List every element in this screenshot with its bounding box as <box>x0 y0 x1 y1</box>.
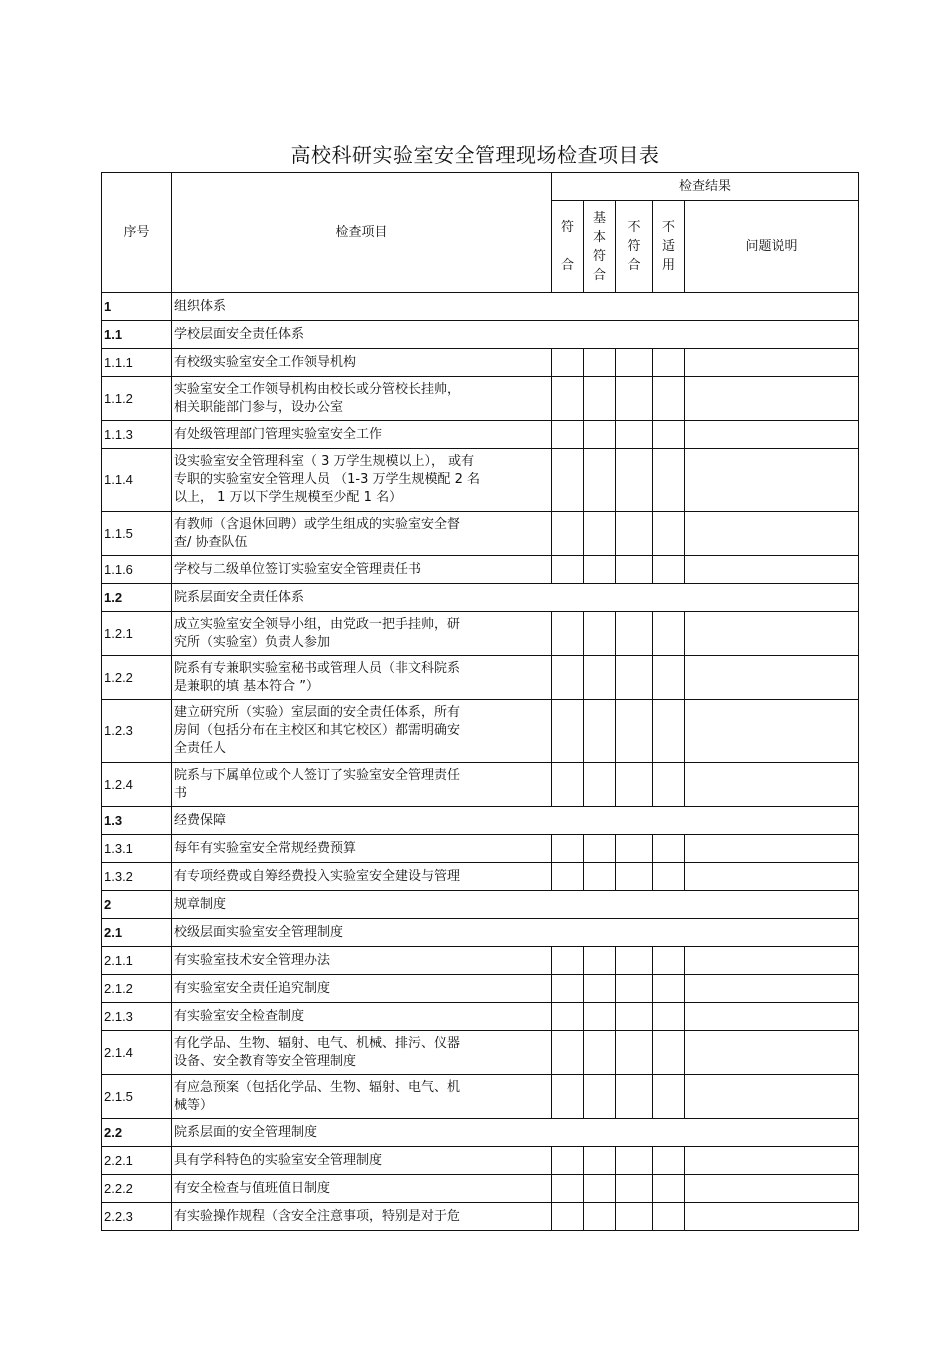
check-not-applicable-cell[interactable] <box>653 975 685 1003</box>
check-conform-cell[interactable] <box>552 656 584 700</box>
table-row <box>102 321 859 349</box>
check-nonconform-cell[interactable] <box>616 1203 653 1231</box>
row-number: 1.2.1 <box>102 612 172 656</box>
row-item-text: 院系有专兼职实验室秘书或管理人员（非文科院系 是兼职的填 基本符合 ”） <box>172 656 552 700</box>
check-basic-conform-cell[interactable] <box>584 863 616 891</box>
row-item-text: 经费保障 <box>172 807 859 835</box>
notes-cell[interactable] <box>685 700 859 763</box>
table-row <box>102 377 859 421</box>
check-basic-conform-cell[interactable] <box>584 835 616 863</box>
check-basic-conform-cell[interactable] <box>584 421 616 449</box>
header-col-label: 符 合 <box>560 220 574 273</box>
table-row <box>102 1003 859 1031</box>
check-conform-cell[interactable] <box>552 512 584 556</box>
table-row <box>102 512 859 556</box>
table-row <box>102 891 859 919</box>
check-conform-cell[interactable] <box>552 377 584 421</box>
row-item-text: 有校级实验室安全工作领导机构 <box>172 349 552 377</box>
check-basic-conform-cell[interactable] <box>584 947 616 975</box>
table-row <box>102 763 859 807</box>
check-basic-conform-cell[interactable] <box>584 512 616 556</box>
row-item-text: 有处级管理部门管理实验室安全工作 <box>172 421 552 449</box>
check-conform-cell[interactable] <box>552 700 584 763</box>
check-not-applicable-cell[interactable] <box>653 656 685 700</box>
row-item-text: 有实验室安全责任追究制度 <box>172 975 552 1003</box>
check-nonconform-cell[interactable] <box>616 612 653 656</box>
row-item-text: 有专项经费或自筹经费投入实验室安全建设与管理 <box>172 863 552 891</box>
row-item-text: 规章制度 <box>172 891 859 919</box>
table-row <box>102 835 859 863</box>
table-row <box>102 1075 859 1119</box>
table-row <box>102 656 859 700</box>
notes-cell[interactable] <box>685 763 859 807</box>
check-basic-conform-cell[interactable] <box>584 349 616 377</box>
row-number: 1.1.3 <box>102 421 172 449</box>
row-item-text: 建立研究所（实验）室层面的安全责任体系，所有 房间（包括分布在主校区和其它校区）都需明确安 全责任人 <box>172 700 552 763</box>
check-basic-conform-cell[interactable] <box>584 1175 616 1203</box>
row-number: 1.1.1 <box>102 349 172 377</box>
check-conform-cell[interactable] <box>552 612 584 656</box>
row-number: 2.1.2 <box>102 975 172 1003</box>
check-not-applicable-cell[interactable] <box>653 612 685 656</box>
check-basic-conform-cell[interactable] <box>584 700 616 763</box>
check-conform-cell[interactable] <box>552 1147 584 1175</box>
check-conform-cell[interactable] <box>552 349 584 377</box>
check-nonconform-cell[interactable] <box>616 1003 653 1031</box>
row-number: 1 <box>102 293 172 321</box>
row-number: 1.2.3 <box>102 700 172 763</box>
check-nonconform-cell[interactable] <box>616 449 653 512</box>
check-nonconform-cell[interactable] <box>616 947 653 975</box>
check-not-applicable-cell[interactable] <box>653 1203 685 1231</box>
check-conform-cell[interactable] <box>552 863 584 891</box>
notes-cell[interactable] <box>685 863 859 891</box>
row-number: 2.1.3 <box>102 1003 172 1031</box>
notes-cell[interactable] <box>685 449 859 512</box>
row-number: 1.2.4 <box>102 763 172 807</box>
notes-cell[interactable] <box>685 975 859 1003</box>
check-basic-conform-cell[interactable] <box>584 612 616 656</box>
check-not-applicable-cell[interactable] <box>653 349 685 377</box>
table-row <box>102 807 859 835</box>
check-nonconform-cell[interactable] <box>616 512 653 556</box>
table-row <box>102 1203 859 1231</box>
row-number: 1.3.1 <box>102 835 172 863</box>
row-item-text: 学校层面安全责任体系 <box>172 321 859 349</box>
row-number: 1.1.4 <box>102 449 172 512</box>
row-item-text: 院系层面的安全管理制度 <box>172 1119 859 1147</box>
row-number: 1.1.6 <box>102 556 172 584</box>
check-not-applicable-cell[interactable] <box>653 1147 685 1175</box>
check-conform-cell[interactable] <box>552 556 584 584</box>
row-item-text: 有应急预案（包括化学品、生物、辐射、电气、机 械等） <box>172 1075 552 1119</box>
check-conform-cell[interactable] <box>552 1003 584 1031</box>
check-nonconform-cell[interactable] <box>616 1075 653 1119</box>
check-not-applicable-cell[interactable] <box>653 512 685 556</box>
notes-cell[interactable] <box>685 947 859 975</box>
row-item-text: 成立实验室安全领导小组，由党政一把手挂帅，研 究所（实验室）负责人参加 <box>172 612 552 656</box>
row-item-text: 学校与二级单位签订实验室安全管理责任书 <box>172 556 552 584</box>
check-basic-conform-cell[interactable] <box>584 377 616 421</box>
check-basic-conform-cell[interactable] <box>584 763 616 807</box>
check-basic-conform-cell[interactable] <box>584 656 616 700</box>
check-conform-cell[interactable] <box>552 1031 584 1075</box>
header-col-conform <box>552 201 584 293</box>
table-row <box>102 293 859 321</box>
header-col-not-applicable <box>653 201 685 293</box>
row-item-text: 具有学科特色的实验室安全管理制度 <box>172 1147 552 1175</box>
check-not-applicable-cell[interactable] <box>653 449 685 512</box>
check-not-applicable-cell[interactable] <box>653 763 685 807</box>
row-item-text: 有实验室安全检查制度 <box>172 1003 552 1031</box>
check-conform-cell[interactable] <box>552 1175 584 1203</box>
check-nonconform-cell[interactable] <box>616 975 653 1003</box>
row-number: 1.2.2 <box>102 656 172 700</box>
document-title: 高校科研实验室安全管理现场检查项目表 <box>290 143 660 167</box>
check-not-applicable-cell[interactable] <box>653 377 685 421</box>
row-item-text: 校级层面实验室安全管理制度 <box>172 919 859 947</box>
check-basic-conform-cell[interactable] <box>584 1031 616 1075</box>
check-nonconform-cell[interactable] <box>616 421 653 449</box>
row-item-text: 有实验室技术安全管理办法 <box>172 947 552 975</box>
header-item: 检查项目 <box>172 173 552 293</box>
row-number: 2.1 <box>102 919 172 947</box>
check-not-applicable-cell[interactable] <box>653 1175 685 1203</box>
check-not-applicable-cell[interactable] <box>653 835 685 863</box>
row-item-text: 每年有实验室安全常规经费预算 <box>172 835 552 863</box>
row-number: 2.1.5 <box>102 1075 172 1119</box>
row-item-text: 有教师（含退休回聘）或学生组成的实验室安全督 查/ 协查队伍 <box>172 512 552 556</box>
inspection-table <box>101 172 859 1231</box>
table-row <box>102 612 859 656</box>
check-nonconform-cell[interactable] <box>616 763 653 807</box>
check-not-applicable-cell[interactable] <box>653 947 685 975</box>
row-number: 2.2.1 <box>102 1147 172 1175</box>
table-row <box>102 556 859 584</box>
notes-cell[interactable] <box>685 835 859 863</box>
notes-cell[interactable] <box>685 1075 859 1119</box>
notes-cell[interactable] <box>685 349 859 377</box>
row-number: 2.1.4 <box>102 1031 172 1075</box>
check-nonconform-cell[interactable] <box>616 656 653 700</box>
row-number: 2 <box>102 891 172 919</box>
notes-cell[interactable] <box>685 1003 859 1031</box>
row-item-text: 有实验操作规程（含安全注意事项，特别是对于危 <box>172 1203 552 1231</box>
row-item-text: 设实验室安全管理科室（ 3 万学生规模以上）， 或有 专职的实验室安全管理人员 （1-3 万学生规模配 2 名 以上， 1 万以下学生规模至少配 1 名） <box>172 449 552 512</box>
check-conform-cell[interactable] <box>552 449 584 512</box>
check-nonconform-cell[interactable] <box>616 700 653 763</box>
header-col-basic-conform <box>584 201 616 293</box>
check-not-applicable-cell[interactable] <box>653 421 685 449</box>
table-row <box>102 947 859 975</box>
check-not-applicable-cell[interactable] <box>653 863 685 891</box>
notes-cell[interactable] <box>685 1031 859 1075</box>
row-number: 2.2.3 <box>102 1203 172 1231</box>
notes-cell[interactable] <box>685 1203 859 1231</box>
row-item-text: 院系与下属单位或个人签订了实验室安全管理责任 书 <box>172 763 552 807</box>
row-item-text: 院系层面安全责任体系 <box>172 584 859 612</box>
table-row <box>102 975 859 1003</box>
row-item-text: 有化学品、生物、辐射、电气、机械、排污、仪器 设备、安全教育等安全管理制度 <box>172 1031 552 1075</box>
table-row <box>102 449 859 512</box>
check-basic-conform-cell[interactable] <box>584 1003 616 1031</box>
row-item-text: 实验室安全工作领导机构由校长或分管校长挂帅， 相关职能部门参与，设办公室 <box>172 377 552 421</box>
check-conform-cell[interactable] <box>552 975 584 1003</box>
check-basic-conform-cell[interactable] <box>584 449 616 512</box>
table-row <box>102 919 859 947</box>
check-not-applicable-cell[interactable] <box>653 1075 685 1119</box>
row-number: 1.3 <box>102 807 172 835</box>
check-basic-conform-cell[interactable] <box>584 1203 616 1231</box>
check-basic-conform-cell[interactable] <box>584 1075 616 1119</box>
check-conform-cell[interactable] <box>552 763 584 807</box>
notes-cell[interactable] <box>685 377 859 421</box>
header-col-nonconform <box>616 201 653 293</box>
table-row <box>102 863 859 891</box>
notes-cell[interactable] <box>685 656 859 700</box>
row-item-text: 有安全检查与值班值日制度 <box>172 1175 552 1203</box>
header-col-label: 基 本 符 合 <box>592 210 606 283</box>
check-conform-cell[interactable] <box>552 1075 584 1119</box>
check-not-applicable-cell[interactable] <box>653 1003 685 1031</box>
row-number: 1.3.2 <box>102 863 172 891</box>
check-not-applicable-cell[interactable] <box>653 1031 685 1075</box>
row-number: 1.1.2 <box>102 377 172 421</box>
check-basic-conform-cell[interactable] <box>584 1147 616 1175</box>
header-result: 检查结果 <box>552 173 859 201</box>
check-nonconform-cell[interactable] <box>616 1147 653 1175</box>
table-row <box>102 1147 859 1175</box>
header-seq: 序号 <box>102 173 172 293</box>
row-number: 1.1 <box>102 321 172 349</box>
check-nonconform-cell[interactable] <box>616 863 653 891</box>
check-nonconform-cell[interactable] <box>616 349 653 377</box>
check-basic-conform-cell[interactable] <box>584 975 616 1003</box>
table-row <box>102 1175 859 1203</box>
table-row <box>102 349 859 377</box>
check-nonconform-cell[interactable] <box>616 1031 653 1075</box>
table-row <box>102 700 859 763</box>
table-row <box>102 584 859 612</box>
notes-cell[interactable] <box>685 612 859 656</box>
table-row <box>102 421 859 449</box>
row-number: 2.2.2 <box>102 1175 172 1203</box>
notes-cell[interactable] <box>685 1147 859 1175</box>
check-nonconform-cell[interactable] <box>616 835 653 863</box>
header-col-notes <box>685 201 859 293</box>
check-conform-cell[interactable] <box>552 947 584 975</box>
check-nonconform-cell[interactable] <box>616 1175 653 1203</box>
header-col-label: 不 符 合 <box>627 220 641 273</box>
row-number: 1.2 <box>102 584 172 612</box>
table-row <box>102 1031 859 1075</box>
row-number: 1.1.5 <box>102 512 172 556</box>
notes-cell[interactable] <box>685 556 859 584</box>
check-nonconform-cell[interactable] <box>616 377 653 421</box>
check-conform-cell[interactable] <box>552 421 584 449</box>
check-conform-cell[interactable] <box>552 1203 584 1231</box>
header-col-label: 问题说明 <box>745 238 798 254</box>
table-row <box>102 1119 859 1147</box>
row-item-text: 组织体系 <box>172 293 859 321</box>
notes-cell[interactable] <box>685 421 859 449</box>
check-conform-cell[interactable] <box>552 835 584 863</box>
notes-cell[interactable] <box>685 1175 859 1203</box>
row-number: 2.2 <box>102 1119 172 1147</box>
check-not-applicable-cell[interactable] <box>653 700 685 763</box>
check-basic-conform-cell[interactable] <box>584 556 616 584</box>
notes-cell[interactable] <box>685 512 859 556</box>
row-number: 2.1.1 <box>102 947 172 975</box>
header-col-label: 不 适 用 <box>661 220 675 273</box>
check-nonconform-cell[interactable] <box>616 556 653 584</box>
check-not-applicable-cell[interactable] <box>653 556 685 584</box>
